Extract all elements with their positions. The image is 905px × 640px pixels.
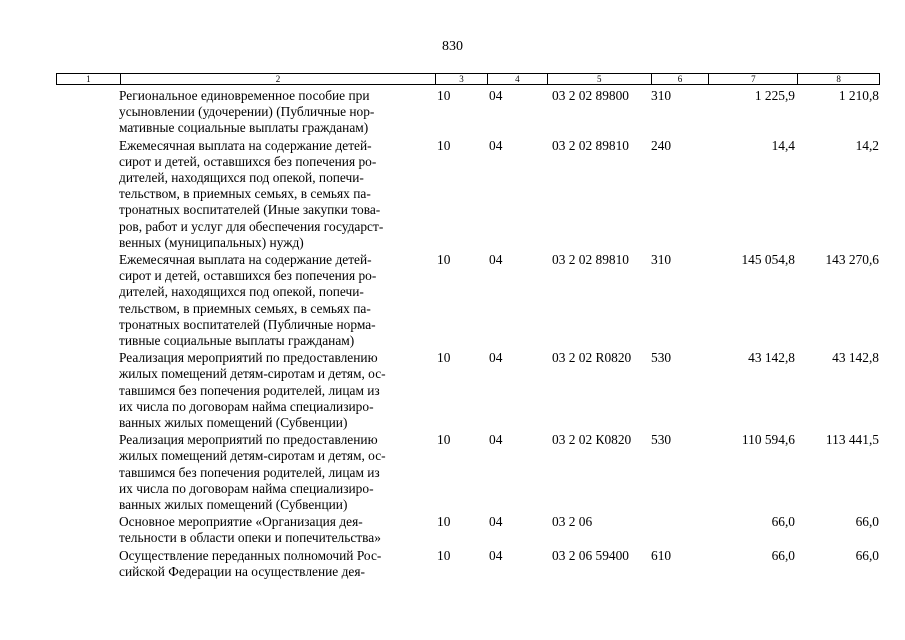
table-row: [56, 514, 880, 546]
table-row: [56, 548, 880, 580]
cell-description: [119, 88, 435, 137]
header-col-5: 5: [547, 74, 651, 84]
description-line: венных (муниципальных) нужд): [119, 234, 304, 250]
table-row: [56, 138, 880, 251]
description-line: тивные социальные выплаты гражданам): [119, 333, 355, 349]
table-row: [56, 88, 880, 137]
cell-c7: 14,4: [771, 137, 795, 153]
cell-c6: 530: [651, 350, 672, 366]
cell-c6: 610: [651, 547, 672, 563]
cell-c5: 03 2 06 59400: [552, 547, 629, 563]
cell-c5: 03 2 02 К0820: [552, 432, 632, 448]
cell-c3: 10: [437, 252, 451, 268]
description-line: усыновлении (удочерении) (Публичные нор-: [119, 104, 375, 120]
description-line: Ежемесячная выплата на содержание детей-: [119, 137, 372, 153]
cell-c8: 113 441,5: [825, 432, 879, 448]
description-line: жилых помещений детям-сиротам и детям, ос-: [119, 366, 386, 382]
cell-col-1: [56, 548, 119, 580]
page-number: 830: [442, 39, 463, 54]
cell-c8: 143 270,6: [825, 252, 879, 268]
cell-c6: 530: [651, 432, 672, 448]
description-line: тронатных воспитателей (Иные закупки това-: [119, 202, 381, 218]
description-line: Осуществление переданных полномочий Рос-: [119, 547, 382, 563]
description-line: сирот и детей, оставшихся без попечения ро-: [119, 153, 377, 169]
cell-c4: 04: [489, 137, 503, 153]
table-body: [56, 88, 880, 581]
cell-col-1: [56, 514, 119, 546]
cell-c4: 04: [489, 547, 503, 563]
cell-description: [119, 548, 435, 580]
cell-c5: 03 2 02 R0820: [552, 350, 632, 366]
description-line: мативные социальные выплаты гражданам): [119, 120, 369, 136]
header-col-1: 1: [86, 74, 91, 84]
description-line: ров, работ и услуг для обеспечения государст-: [119, 218, 384, 234]
cell-c3: 10: [437, 350, 451, 366]
description-line: Региональное единовременное пособие при: [119, 88, 370, 103]
table-header: [56, 73, 880, 85]
header-col-2: 2: [120, 74, 435, 84]
header-col-8: 8: [797, 74, 879, 84]
description-line: их числа по договорам найма специализиро-: [119, 480, 374, 496]
cell-c8: 14,2: [855, 137, 879, 153]
cell-c4: 04: [489, 432, 503, 448]
cell-col-1: [56, 138, 119, 251]
description-line: тельством, в приемных семьях, в семьях па-: [119, 186, 371, 202]
cell-c6: 240: [651, 137, 672, 153]
description-line: Ежемесячная выплата на содержание детей-: [119, 252, 372, 268]
cell-description: [119, 252, 435, 349]
description-line: тельности в области опеки и попечительства»: [119, 530, 381, 546]
description-line: тавшимся без попечения родителей, лицам из: [119, 464, 380, 480]
cell-c3: 10: [437, 137, 451, 153]
description-line: дителей, находящихся под опекой, попечи-: [119, 284, 364, 300]
header-col-6: 6: [651, 74, 709, 84]
cell-c3: 10: [437, 547, 451, 563]
cell-c3: 10: [437, 432, 451, 448]
cell-description: [119, 432, 435, 513]
cell-c7: 110 594,6: [741, 432, 795, 448]
description-line: Реализация мероприятий по предоставлению: [119, 432, 378, 448]
description-line: Реализация мероприятий по предоставлению: [119, 350, 378, 366]
cell-c8: 66,0: [855, 514, 879, 530]
cell-c4: 04: [489, 514, 503, 530]
header-col-3: 3: [435, 74, 487, 84]
cell-c8: 43 142,8: [832, 350, 879, 366]
description-line: тельством, в приемных семьях, в семьях па-: [119, 300, 371, 316]
cell-col-1: [56, 350, 119, 431]
cell-c7: 66,0: [771, 547, 795, 563]
cell-c8: 1 210,8: [838, 88, 879, 103]
cell-c7: 1 225,9: [754, 88, 795, 103]
cell-c8: 66,0: [855, 547, 879, 563]
cell-description: [119, 514, 435, 546]
table-row: [56, 252, 880, 349]
cell-c5: 03 2 02 89800: [552, 88, 629, 103]
cell-c5: 03 2 06: [552, 514, 593, 530]
description-line: сирот и детей, оставшихся без попечения ро-: [119, 268, 377, 284]
cell-col-1: [56, 432, 119, 513]
description-line: Основное мероприятие «Организация дея-: [119, 514, 363, 530]
cell-c5: 03 2 02 89810: [552, 252, 629, 268]
cell-c6: [650, 514, 708, 546]
cell-c4: 04: [489, 252, 503, 268]
cell-c4: 04: [489, 88, 503, 103]
description-line: тавшимся без попечения родителей, лицам из: [119, 382, 380, 398]
description-line: тронатных воспитателей (Публичные норма-: [119, 316, 376, 332]
cell-description: [119, 350, 435, 431]
cell-col-1: [56, 88, 119, 137]
table-row: [56, 432, 880, 513]
header-col-4: 4: [487, 74, 547, 84]
cell-c7: 43 142,8: [748, 350, 795, 366]
table-row: [56, 350, 880, 431]
header-col-7: 7: [708, 74, 797, 84]
cell-c6: 310: [651, 252, 672, 268]
cell-c3: 10: [437, 88, 451, 103]
description-line: ванных жилых помещений (Субвенции): [119, 497, 348, 513]
cell-c5: 03 2 02 89810: [552, 137, 629, 153]
cell-col-1: [56, 252, 119, 349]
description-line: дителей, находящихся под опекой, попечи-: [119, 170, 364, 186]
description-line: их числа по договорам найма специализиро-: [119, 398, 374, 414]
cell-c7: 66,0: [771, 514, 795, 530]
description-line: жилых помещений детям-сиротам и детям, ос-: [119, 448, 386, 464]
cell-c6: 310: [651, 88, 672, 103]
cell-c3: 10: [437, 514, 451, 530]
description-line: ванных жилых помещений (Субвенции): [119, 415, 348, 431]
cell-c7: 145 054,8: [741, 252, 795, 268]
cell-c4: 04: [489, 350, 503, 366]
cell-description: [119, 138, 435, 251]
description-line: сийской Федерации на осуществление дея-: [119, 563, 365, 579]
